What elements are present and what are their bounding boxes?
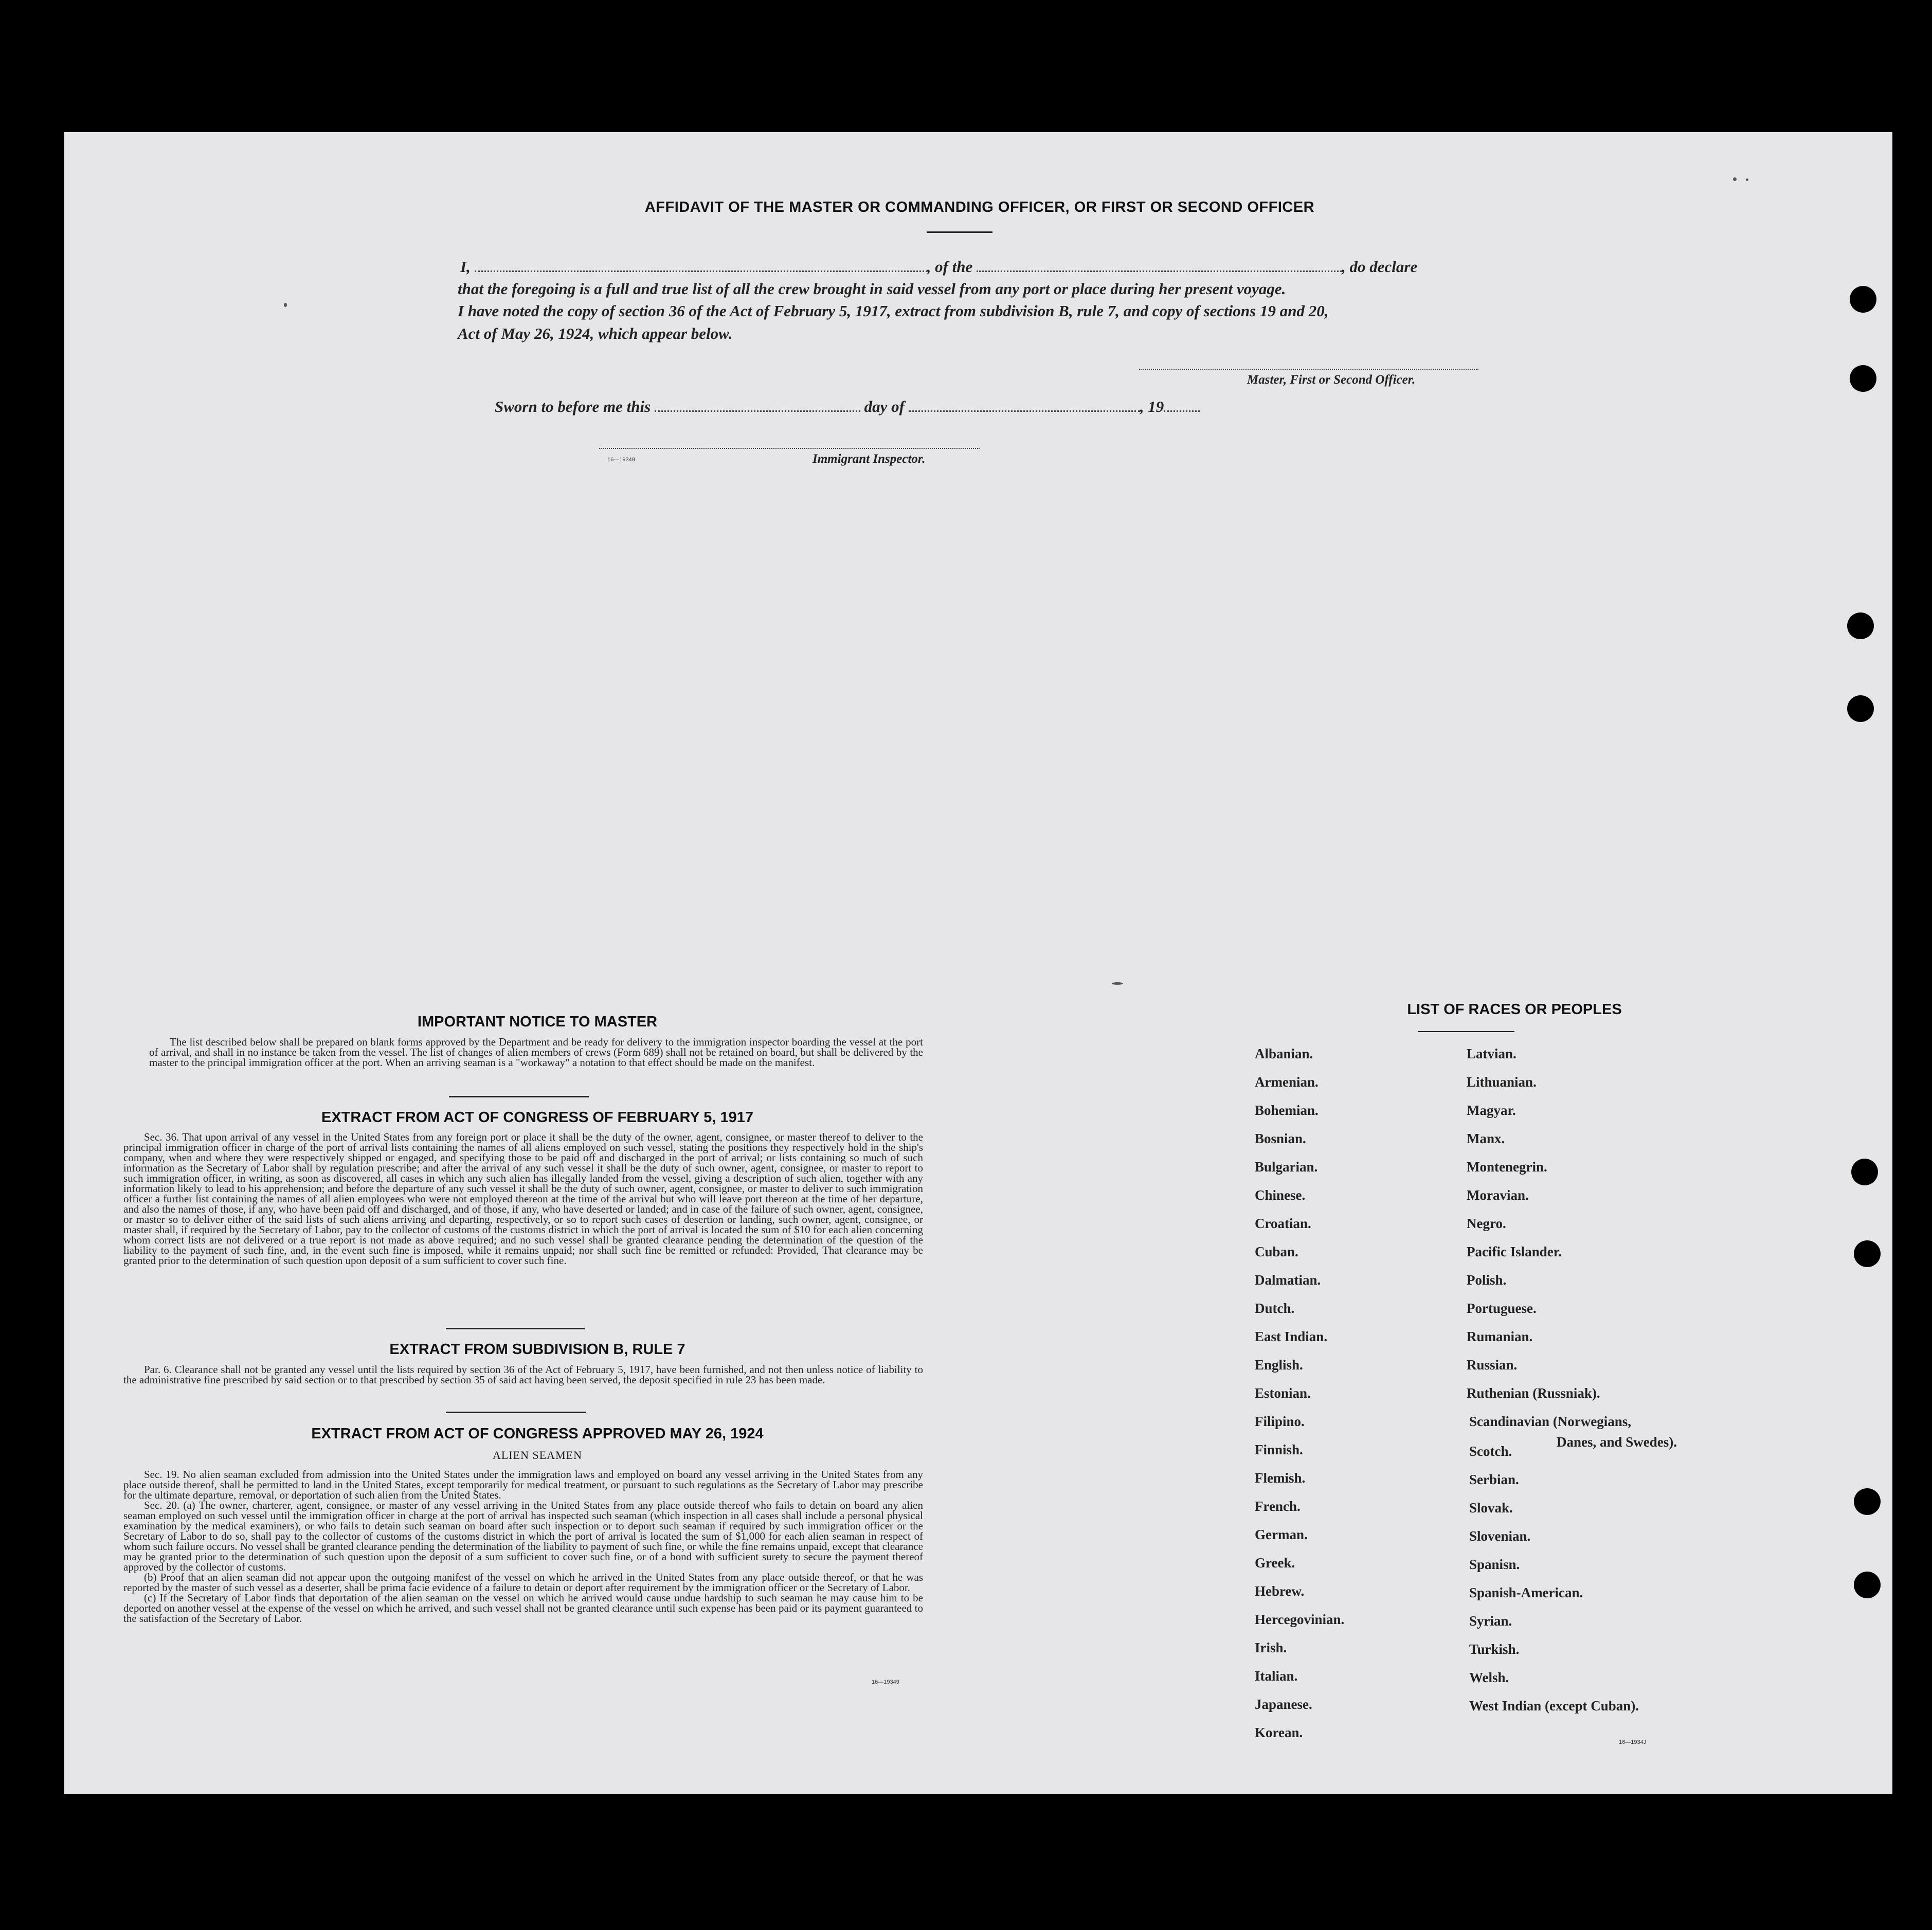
race-item: Greek.: [1255, 1555, 1295, 1571]
punch-hole: [1854, 1240, 1881, 1267]
affidavit-declare: , do declare: [1342, 258, 1418, 276]
name-field[interactable]: [475, 257, 927, 272]
race-item: Rumanian.: [1467, 1329, 1533, 1344]
race-item: Korean.: [1255, 1725, 1303, 1740]
race-item: East Indian.: [1255, 1329, 1328, 1344]
race-item: Finnish.: [1255, 1442, 1303, 1457]
subdivision-body: [123, 1364, 923, 1385]
form-page: [64, 132, 1892, 1794]
race-item: West Indian (except Cuban).: [1469, 1698, 1639, 1713]
sworn-year-field[interactable]: [1164, 397, 1200, 412]
extract1924-body: [123, 1469, 923, 1624]
title-underline: [927, 231, 992, 233]
punch-hole: [1850, 365, 1876, 392]
affidavit-form-number: 16—19349: [607, 457, 635, 463]
race-item: Japanese.: [1255, 1697, 1312, 1712]
vessel-field[interactable]: [977, 257, 1342, 272]
speck-mark: [1733, 177, 1737, 181]
race-item: Welsh.: [1469, 1670, 1509, 1685]
race-item: Montenegrin.: [1467, 1159, 1547, 1175]
notice-paragraph: The list described below shall be prepared on blank forms approved by the Department and be ready for delivery to the immigration inspector boarding the vessel at the port of arrival, and shall in no instance be taken from the vessel. The list of changes of alien members of crews (Form 689) shall not be retained on board, but shall be delivered by the master to the principal immigration officer at the port. When an arriving seaman is a "workaway" a notation to that effect should be made on the manifest.: [149, 1036, 923, 1069]
par6-paragraph: Par. 6. Clearance shall not be granted any vessel until the lists required by section 36 of the Act of February 5, 1917, have been furnished, and not then unless notice of liability to the administrative fine prescribed by said section or to that prescribed by section 35 of said act having been served, the deposit specified in rule 23 has been made.: [123, 1363, 923, 1386]
extract1917-title: EXTRACT FROM ACT OF CONGRESS OF FEBRUARY 5, 1917: [321, 1109, 754, 1126]
subdivision-divider: [446, 1412, 586, 1413]
race-item: Ruthenian (Russniak).: [1467, 1385, 1600, 1401]
signature-line[interactable]: [1139, 369, 1478, 370]
sworn-text: Sworn to before me this: [495, 398, 651, 416]
race-item: Croatian.: [1255, 1216, 1311, 1231]
affidavit-of-the: , of the: [927, 258, 973, 276]
day-of-text: day of: [864, 398, 905, 416]
punch-hole: [1851, 1159, 1878, 1185]
race-item: Syrian.: [1469, 1613, 1512, 1629]
sec20c-paragraph: (c) If the Secretary of Labor finds that deportation of the alien seaman on the vessel on which he arrived would cause undue hardship to such seaman he may cause him to be deported on another vessel at the expense of the vessel on which he arrived, and such vessel shall not be granted clearance until such expense has been paid or its payment guaranteed to the satisfaction of the Secretary of Labor.: [123, 1592, 923, 1625]
race-item: Estonian.: [1255, 1385, 1311, 1401]
race-item: Dutch.: [1255, 1301, 1295, 1316]
punch-hole: [1854, 1572, 1881, 1598]
race-item: French.: [1255, 1499, 1301, 1514]
notice-title: IMPORTANT NOTICE TO MASTER: [417, 1014, 658, 1030]
punch-hole: [1854, 1488, 1881, 1515]
race-item: Hercegovinian.: [1255, 1612, 1345, 1627]
race-item: Italian.: [1255, 1668, 1298, 1684]
race-item: Hebrew.: [1255, 1583, 1305, 1599]
race-item: Scotch.: [1469, 1444, 1512, 1459]
notice-divider: [449, 1096, 589, 1097]
year-text: , 19: [1140, 398, 1164, 416]
race-item: Dalmatian.: [1255, 1272, 1321, 1288]
race-item: Filipino.: [1255, 1414, 1305, 1429]
race-item: Serbian.: [1469, 1472, 1519, 1487]
punch-hole: [1847, 612, 1874, 639]
race-item: Lithuanian.: [1467, 1074, 1537, 1090]
race-item: Cuban.: [1255, 1244, 1298, 1259]
races-title: LIST OF RACES OR PEOPLES: [1407, 1001, 1622, 1018]
race-item: Polish.: [1467, 1272, 1507, 1288]
affidavit-i: I,: [460, 258, 471, 276]
race-item: Latvian.: [1467, 1046, 1516, 1061]
race-item: Armenian.: [1255, 1074, 1319, 1090]
alien-seamen-subtitle: ALIEN SEAMEN: [493, 1449, 582, 1462]
race-item: Manx.: [1467, 1131, 1505, 1146]
sworn-month-field[interactable]: [909, 397, 1140, 412]
race-item: Irish.: [1255, 1640, 1287, 1655]
extract1924-form-number: 16—19349: [872, 1679, 899, 1685]
race-item: Albanian.: [1255, 1046, 1313, 1061]
race-item: English.: [1255, 1357, 1303, 1373]
sec19-paragraph: Sec. 19. No alien seaman excluded from admission into the United States under the immigration laws and employed on board any vessel arriving in the United States from any place outside thereof, shall be permitted to land in the United States, except temporarily for medical treatment, or pursuant to such regulations as the Secretary of Labor may prescribe for the ultimate departure, removal, or deportation of such alien from the United States.: [123, 1468, 923, 1501]
affidavit-title: AFFIDAVIT OF THE MASTER OR COMMANDING OFFICER, OR FIRST OR SECOND OFFICER: [644, 199, 1315, 215]
extract1917-body: [123, 1132, 923, 1266]
race-item: Chinese.: [1255, 1187, 1306, 1203]
punch-hole: [1850, 286, 1876, 313]
punch-hole: [1847, 695, 1874, 722]
inspector-caption: Immigrant Inspector.: [812, 452, 926, 466]
race-item: Portuguese.: [1467, 1301, 1537, 1316]
race-item: Slovenian.: [1469, 1528, 1531, 1544]
signature-caption: Master, First or Second Officer.: [1247, 373, 1416, 387]
extract1924-title: EXTRACT FROM ACT OF CONGRESS APPROVED MAY 26, 1924: [311, 1426, 764, 1442]
speck-mark: [284, 303, 287, 307]
races-form-number: 16—1934J: [1619, 1739, 1647, 1745]
race-item: Bulgarian.: [1255, 1159, 1318, 1175]
race-scandinavian-line2: Danes, and Swedes).: [1557, 1434, 1677, 1450]
race-item: Bosnian.: [1255, 1131, 1306, 1146]
extract1917-divider: [446, 1328, 585, 1329]
affidavit-line3: I have noted the copy of section 36 of the Act of February 5, 1917, extract from subdivision B, rule 7, and copy of sections 19 and 20,: [458, 302, 1329, 320]
races-title-underline: [1418, 1031, 1514, 1032]
race-item: Scandinavian (Norwegians,: [1469, 1414, 1632, 1429]
race-item: Spanish-American.: [1469, 1585, 1583, 1600]
speck-mark: [1746, 178, 1748, 181]
race-item: Russian.: [1467, 1357, 1518, 1373]
affidavit-line1: [460, 257, 1571, 276]
race-item: Pacific Islander.: [1467, 1244, 1562, 1259]
sec36-paragraph: Sec. 36. That upon arrival of any vessel in the United States from any foreign port or place it shall be the duty of the owner, agent, consignee, or master thereof to deliver to the principal immigration officer in charge of the port of arrival lists containing the names of all aliens employed on such vessel, stating the positions they respectively hold in the ship's company, when and where they were respectively shipped or engaged, and specifying those to be paid off and discharged in the port of arrival; or lists containing so much of such information as the Secretary of Labor shall by regulation prescribe; and after the arrival of any such vessel it shall be the duty of such owner, agent, consignee, or master to report to such immigration officer, in writing, as soon as discovered, all cases in which any such alien has illegally landed from the vessel, giving a description of such alien, together with any information likely to lead to his apprehension; and before the departure of any such vessel it shall be the duty of such owner, agent, consignee, or master to deliver to such immigration officer a further list containing the names of all alien employees who were not employed thereon at the time of the arrival but who will leave port thereon at the time of her departure, and also the names of those, if any, who have been paid off and discharged, and of those, if any, who have deserted or landed; and in case of the failure of such owner, agent, consignee, or master so to deliver either of the said lists of such aliens arriving and departing, respectively, or so to report such cases of desertion or landing, such owner, agent, consignee, or master shall, if required by the Secretary of Labor, pay to the collector of customs of the customs district in which the port of arrival is located the sum of $10 for each alien concerning whom correct lists are not delivered or a true report is not made as above required; and no such vessel shall be granted clearance pending the determination of the question of the liability to the payment of such fine, and, in the event such fine is imposed, while it remains unpaid; nor shall such fine be remitted or refunded: Provided, That clearance may be granted prior to the determination of such question upon deposit of a sum sufficient to cover such fine.: [123, 1131, 923, 1267]
speck-mark: [1112, 982, 1123, 985]
race-item: Slovak.: [1469, 1500, 1513, 1516]
notice-body: [149, 1037, 923, 1068]
race-item: Bohemian.: [1255, 1103, 1319, 1118]
race-item: Turkish.: [1469, 1642, 1520, 1657]
affidavit-line4: Act of May 26, 1924, which appear below.: [458, 324, 733, 342]
sworn-line: [495, 397, 1200, 416]
race-item: Negro.: [1467, 1216, 1506, 1231]
sec20a-paragraph: Sec. 20. (a) The owner, charterer, agent, consignee, or master of any vessel arriving in the United States from any place outside thereof who fails to detain on board any alien seaman employed on such vessel until the immigration officer in charge at the port of arrival has inspected such seaman (which inspection in all cases shall include a personal physical examination by the medical examiners), or who fails to detain such seaman on board after such inspection or to deport such seaman if required by such immigration officer or the Secretary of Labor to do so, shall pay to the collector of customs of the customs district in which the port of arrival is located the sum of $1,000 for each alien seaman in respect of whom such failure occurs. No vessel shall be granted clearance pending the determination of the liability to payment of such fine, or while the fine remains unpaid, except that clearance may be granted prior to the determination of such question upon the deposit of a sum sufficient to cover such fine, or of a bond with sufficient surety to secure the payment thereof approved by the collector of customs.: [123, 1499, 923, 1573]
race-item: Spanisn.: [1469, 1557, 1520, 1572]
affidavit-line2: that the foregoing is a full and true list of all the crew brought in said vessel from any port or place during her present voyage.: [458, 280, 1286, 298]
inspector-signature-line[interactable]: [599, 448, 980, 449]
race-item: German.: [1255, 1527, 1308, 1542]
race-item: Magyar.: [1467, 1103, 1516, 1118]
race-item: Flemish.: [1255, 1470, 1306, 1486]
subdivision-title: EXTRACT FROM SUBDIVISION B, RULE 7: [389, 1341, 685, 1358]
race-item: Moravian.: [1467, 1187, 1529, 1203]
sec20b-paragraph: (b) Proof that an alien seaman did not appear upon the outgoing manifest of the vessel on which he arrived in the United States from any place outside thereof, or that he was reported by the master of such vessel as a deserter, shall be prima facie evidence of a failure to detain or deport after requirement by the immigration officer or the Secretary of Labor.: [123, 1571, 923, 1594]
sworn-day-field[interactable]: [655, 397, 860, 412]
